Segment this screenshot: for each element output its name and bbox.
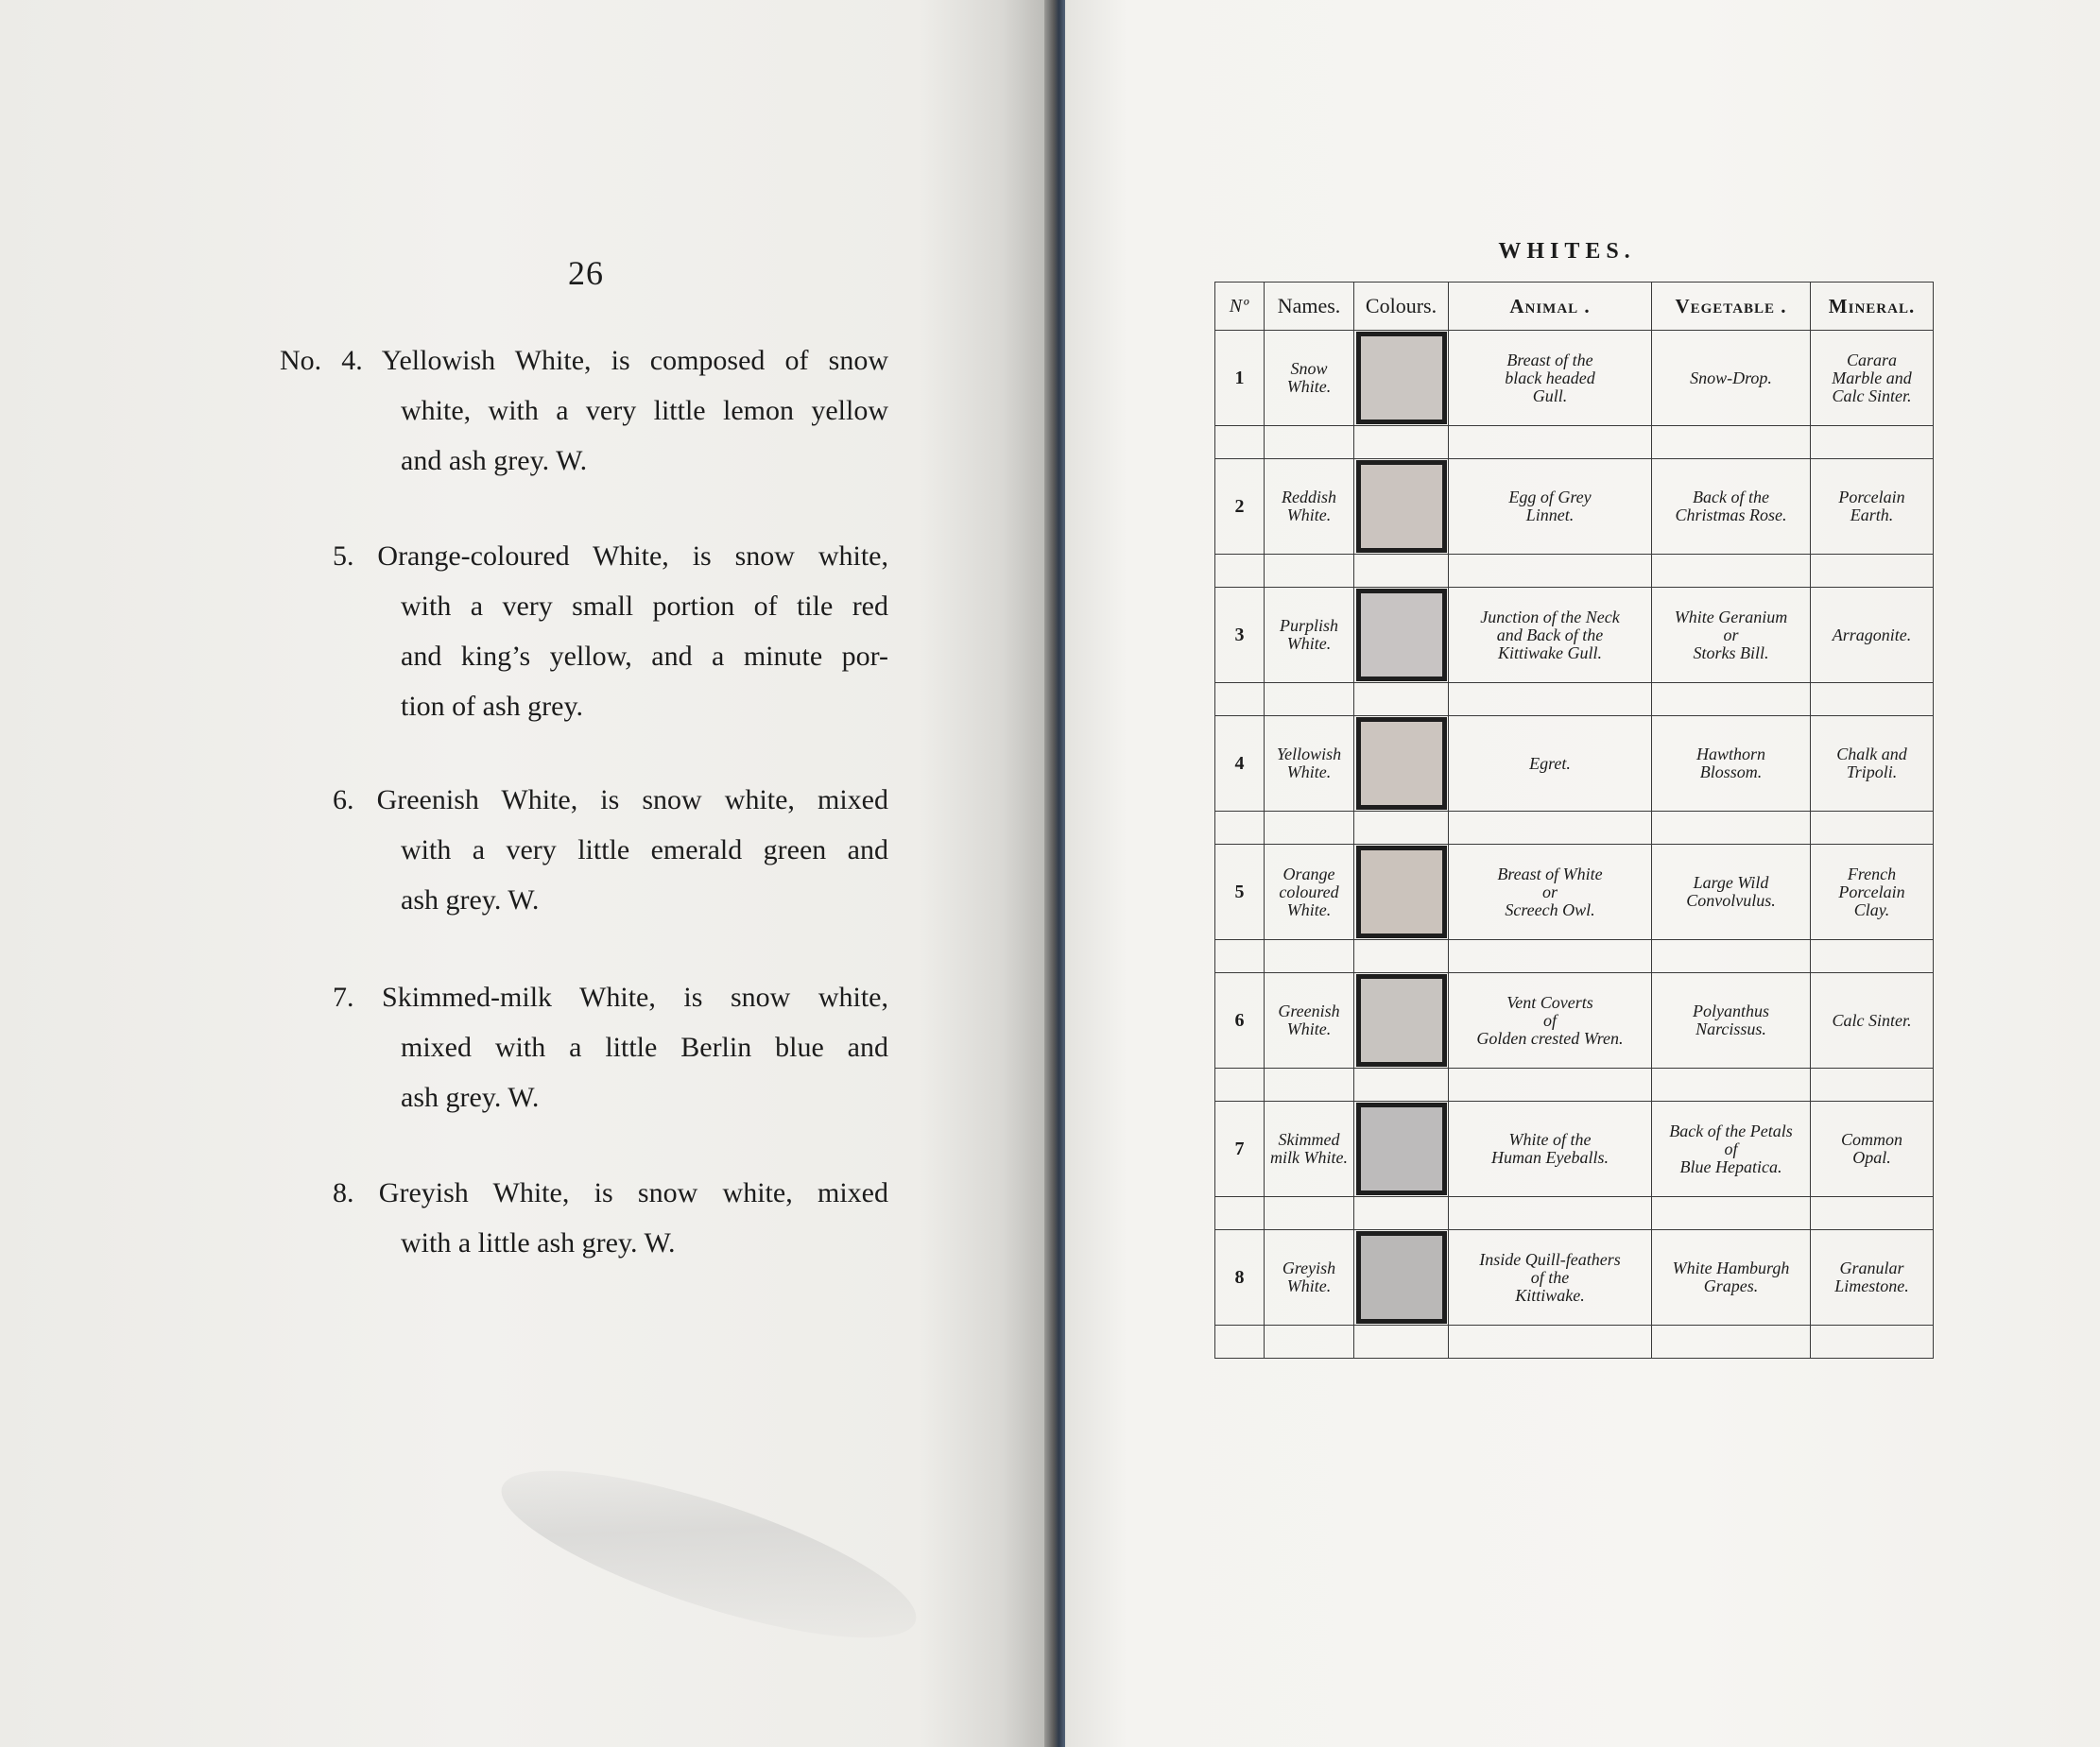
animal-example [1449, 459, 1652, 555]
header-animal: Animal . [1449, 283, 1652, 331]
entry-line: 6. Greenish White, is snow white, mixed [333, 784, 888, 815]
mineral-example [1811, 331, 1934, 426]
entry-line: ash grey. W. [401, 884, 540, 916]
table-row [1215, 588, 1934, 683]
spacer-cell [1354, 812, 1449, 845]
book-gutter [1044, 0, 1065, 1747]
entry-line: white, with a very little lemon yellow [401, 395, 888, 426]
entry-line: mixed with a little Berlin blue and [401, 1032, 888, 1063]
animal-example [1449, 1102, 1652, 1197]
entry-line: 8. Greyish White, is snow white, mixed [333, 1177, 888, 1208]
colour-swatch-cell [1354, 716, 1449, 812]
row-number: 8 [1215, 1230, 1265, 1326]
vegetable-example-line: Polyanthus [1693, 1002, 1769, 1020]
mineral-example [1811, 1102, 1934, 1197]
spacer-cell [1215, 1069, 1265, 1102]
mineral-example-line: Carara [1846, 350, 1897, 369]
colour-name-line: White. [1286, 377, 1332, 396]
colour-name-line: Purplish [1279, 616, 1338, 635]
colour-name-line: Skimmed [1278, 1130, 1340, 1149]
animal-example-line: of [1542, 1010, 1557, 1030]
mineral-example [1811, 716, 1934, 812]
page-number: 26 [568, 254, 604, 292]
table-spacer-row [1215, 940, 1934, 973]
spacer-cell [1215, 555, 1265, 588]
colour-swatch-cell [1354, 459, 1449, 555]
colour-swatch [1356, 974, 1447, 1067]
colour-name [1265, 588, 1354, 683]
entry-line: 5. Orange-coloured White, is snow white, [333, 540, 888, 572]
header-colours: Colours. [1354, 283, 1449, 331]
entry-line: with a little ash grey. W. [401, 1227, 676, 1259]
colour-name-line: Orange [1282, 864, 1335, 883]
animal-example-line: Egg of Grey [1508, 488, 1592, 506]
spacer-cell [1811, 555, 1934, 588]
vegetable-example [1652, 973, 1811, 1069]
spacer-cell [1652, 1069, 1811, 1102]
row-number: 1 [1215, 331, 1265, 426]
spacer-cell [1811, 683, 1934, 716]
colour-name-line: White. [1286, 1019, 1332, 1038]
row-number: 7 [1215, 1102, 1265, 1197]
animal-example-line: Egret. [1529, 753, 1571, 773]
vegetable-example-line: White Geranium [1674, 607, 1788, 626]
entry-line: and ash grey. W. [401, 445, 588, 476]
vegetable-example [1652, 459, 1811, 555]
vegetable-example-line: Hawthorn [1695, 745, 1765, 763]
colour-name [1265, 1102, 1354, 1197]
vegetable-example-line: of [1724, 1139, 1738, 1158]
mineral-example-line: Arragonite. [1832, 625, 1912, 644]
header-names: Names. [1265, 283, 1354, 331]
spacer-cell [1811, 426, 1934, 459]
spacer-cell [1265, 555, 1354, 588]
animal-example-line: black headed [1505, 368, 1595, 387]
animal-example-line: Kittiwake. [1515, 1285, 1585, 1305]
table-spacer-row [1215, 1326, 1934, 1359]
animal-example-line: Vent Coverts [1506, 992, 1593, 1012]
colour-name-line: Snow [1290, 359, 1328, 378]
vegetable-example [1652, 588, 1811, 683]
colour-name [1265, 459, 1354, 555]
spacer-cell [1449, 940, 1652, 973]
spacer-cell [1652, 426, 1811, 459]
colour-swatch-cell [1354, 1230, 1449, 1326]
row-number: 4 [1215, 716, 1265, 812]
vegetable-example-line: or [1723, 625, 1739, 644]
entry-line: ash grey. W. [401, 1082, 540, 1113]
spacer-cell [1652, 940, 1811, 973]
mineral-example [1811, 459, 1934, 555]
vegetable-example-line: Back of the [1693, 488, 1769, 506]
spacer-cell [1449, 1069, 1652, 1102]
spacer-cell [1449, 812, 1652, 845]
vegetable-example-line: Large Wild [1693, 873, 1769, 892]
spacer-cell [1652, 1197, 1811, 1230]
spacer-cell [1265, 1069, 1354, 1102]
mineral-example-line: Calc Sinter. [1832, 385, 1912, 405]
table-spacer-row [1215, 683, 1934, 716]
whites-table [1214, 282, 1934, 1359]
animal-example [1449, 331, 1652, 426]
colour-name-line: Greyish [1282, 1259, 1336, 1277]
spacer-cell [1215, 426, 1265, 459]
colour-name-line: milk White. [1270, 1148, 1348, 1167]
spacer-cell [1265, 1197, 1354, 1230]
vegetable-example [1652, 716, 1811, 812]
colour-name [1265, 973, 1354, 1069]
entry-8 [333, 1168, 888, 1268]
mineral-example-line: Chalk and [1836, 745, 1907, 763]
table-row [1215, 845, 1934, 940]
colour-name-line: Greenish [1278, 1002, 1340, 1020]
spacer-cell [1265, 812, 1354, 845]
colour-name-line: White. [1286, 762, 1332, 781]
spacer-cell [1215, 683, 1265, 716]
mineral-example [1811, 1230, 1934, 1326]
spacer-cell [1354, 940, 1449, 973]
vegetable-example-line: Blue Hepatica. [1679, 1156, 1782, 1176]
entry-4 [280, 335, 888, 486]
entry-6 [333, 775, 888, 925]
animal-example-line: or [1541, 882, 1558, 901]
mineral-example-line: Porcelain [1838, 882, 1905, 901]
vegetable-example-line: White Hamburgh [1672, 1259, 1790, 1277]
colour-name-line: Yellowish [1276, 745, 1342, 763]
colour-name-line: Reddish [1282, 488, 1336, 506]
row-number: 6 [1215, 973, 1265, 1069]
mineral-example-line: Limestone. [1834, 1276, 1909, 1295]
colour-swatch [1356, 1231, 1447, 1324]
colour-swatch-cell [1354, 973, 1449, 1069]
vegetable-example-line: Blossom. [1699, 762, 1763, 781]
animal-example-line: Linnet. [1525, 505, 1575, 524]
vegetable-example [1652, 1230, 1811, 1326]
mineral-example-line: Tripoli. [1846, 762, 1898, 781]
vegetable-example-line: Christmas Rose. [1675, 505, 1787, 524]
spacer-cell [1354, 1069, 1449, 1102]
vegetable-example [1652, 845, 1811, 940]
spacer-cell [1215, 812, 1265, 845]
mineral-example-line: Common [1840, 1130, 1902, 1149]
colour-swatch [1356, 1103, 1447, 1195]
colour-name [1265, 845, 1354, 940]
header-mineral: Mineral. [1811, 283, 1934, 331]
table-spacer-row [1215, 812, 1934, 845]
mineral-example [1811, 845, 1934, 940]
colour-name [1265, 716, 1354, 812]
spacer-cell [1449, 683, 1652, 716]
spacer-cell [1265, 1326, 1354, 1359]
entry-line: with a very little emerald green and [401, 834, 888, 865]
spacer-cell [1652, 812, 1811, 845]
mineral-example-line: Clay. [1853, 899, 1890, 919]
table-header-row [1215, 283, 1934, 331]
colour-swatch-cell [1354, 845, 1449, 940]
spacer-cell [1354, 1197, 1449, 1230]
spacer-cell [1354, 426, 1449, 459]
mineral-example-line: French [1847, 864, 1897, 883]
colour-name-line: White. [1286, 1276, 1332, 1295]
colour-swatch [1356, 717, 1447, 810]
animal-example-line: Junction of the Neck [1480, 607, 1620, 626]
colour-swatch-cell [1354, 1102, 1449, 1197]
colour-swatch [1356, 846, 1447, 938]
header-vegetable: Vegetable . [1652, 283, 1811, 331]
colour-plate [1214, 282, 1933, 1366]
table-body [1215, 331, 1934, 1359]
colour-swatch-cell [1354, 331, 1449, 426]
table-row [1215, 1102, 1934, 1197]
animal-example-line: Human Eyeballs. [1491, 1148, 1609, 1167]
colour-swatch-cell [1354, 588, 1449, 683]
vegetable-example [1652, 1102, 1811, 1197]
spacer-cell [1449, 1326, 1652, 1359]
mineral-example-line: Earth. [1850, 505, 1894, 524]
table-row [1215, 1230, 1934, 1326]
spacer-cell [1811, 1326, 1934, 1359]
spacer-cell [1215, 940, 1265, 973]
animal-example-line: Breast of the [1506, 350, 1593, 369]
table-title: WHITES. [1498, 239, 1636, 264]
table-spacer-row [1215, 555, 1934, 588]
row-number: 3 [1215, 588, 1265, 683]
vegetable-example-line: Snow-Drop. [1690, 368, 1772, 387]
colour-name [1265, 331, 1354, 426]
colour-swatch [1356, 332, 1447, 424]
spacer-cell [1811, 812, 1934, 845]
paper-scuff [486, 1438, 931, 1671]
table-row [1215, 973, 1934, 1069]
animal-example [1449, 716, 1652, 812]
entry-line: 7. Skimmed-milk White, is snow white, [333, 982, 888, 1013]
spacer-cell [1811, 940, 1934, 973]
animal-example [1449, 1230, 1652, 1326]
table-row [1215, 459, 1934, 555]
spacer-cell [1215, 1326, 1265, 1359]
colour-name [1265, 1230, 1354, 1326]
mineral-example-line: Opal. [1852, 1148, 1891, 1167]
animal-example-line: Inside Quill-feathers [1479, 1249, 1621, 1269]
mineral-example-line: Calc Sinter. [1832, 1010, 1912, 1030]
mineral-example [1811, 973, 1934, 1069]
spacer-cell [1354, 1326, 1449, 1359]
spacer-cell [1652, 555, 1811, 588]
table-row [1215, 716, 1934, 812]
table-spacer-row [1215, 1197, 1934, 1230]
spacer-cell [1265, 683, 1354, 716]
table-spacer-row [1215, 426, 1934, 459]
colour-name-line: White. [1286, 505, 1332, 524]
spacer-cell [1449, 555, 1652, 588]
vegetable-example-line: Narcissus. [1695, 1019, 1766, 1038]
mineral-example-line: Porcelain [1838, 488, 1905, 506]
entry-line: and king’s yellow, and a minute por- [401, 641, 888, 672]
animal-example-line: and Back of the [1496, 625, 1604, 644]
animal-example [1449, 973, 1652, 1069]
row-number: 5 [1215, 845, 1265, 940]
spacer-cell [1449, 1197, 1652, 1230]
colour-name-line: White. [1286, 634, 1332, 653]
animal-example [1449, 845, 1652, 940]
spacer-cell [1811, 1197, 1934, 1230]
entry-line: No. 4. Yellowish White, is composed of snow [280, 345, 888, 376]
animal-example-line: Screech Owl. [1505, 899, 1595, 919]
animal-example [1449, 588, 1652, 683]
spacer-cell [1265, 426, 1354, 459]
vegetable-example-line: Grapes. [1703, 1276, 1759, 1295]
spacer-cell [1811, 1069, 1934, 1102]
entry-7 [333, 972, 888, 1122]
vegetable-example-line: Convolvulus. [1686, 891, 1776, 910]
spacer-cell [1215, 1197, 1265, 1230]
row-number: 2 [1215, 459, 1265, 555]
mineral-example-line: Marble and [1832, 368, 1912, 387]
animal-example-line: of the [1530, 1267, 1570, 1287]
left-page [0, 0, 1044, 1747]
spacer-cell [1354, 555, 1449, 588]
animal-example-line: Gull. [1532, 385, 1568, 405]
animal-example-line: White of the [1508, 1130, 1592, 1149]
vegetable-example-line: Back of the Petals [1669, 1121, 1793, 1140]
entry-line: with a very small portion of tile red [401, 591, 888, 622]
header-no: Nº [1215, 283, 1265, 331]
colour-swatch [1356, 589, 1447, 681]
spacer-cell [1265, 940, 1354, 973]
animal-example-line: Golden crested Wren. [1476, 1028, 1624, 1048]
table-spacer-row [1215, 1069, 1934, 1102]
animal-example-line: Breast of White [1497, 864, 1603, 883]
spacer-cell [1652, 683, 1811, 716]
entry-5 [333, 531, 888, 731]
vegetable-example [1652, 331, 1811, 426]
mineral-example-line: Granular [1839, 1259, 1904, 1277]
colour-swatch [1356, 460, 1447, 553]
table-row [1215, 331, 1934, 426]
mineral-example [1811, 588, 1934, 683]
spacer-cell [1652, 1326, 1811, 1359]
entry-line: tion of ash grey. [401, 691, 584, 722]
colour-name-line: White. [1286, 899, 1332, 919]
colour-name-line: coloured [1279, 882, 1339, 901]
vegetable-example-line: Storks Bill. [1693, 642, 1769, 662]
spacer-cell [1449, 426, 1652, 459]
spacer-cell [1354, 683, 1449, 716]
animal-example-line: Kittiwake Gull. [1498, 642, 1602, 662]
